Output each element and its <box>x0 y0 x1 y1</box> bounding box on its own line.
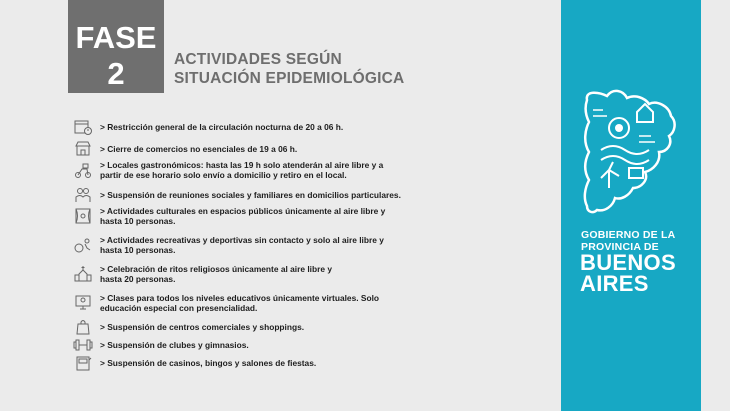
list-item <box>72 186 482 204</box>
list-item <box>72 264 482 284</box>
church-icon <box>72 265 94 283</box>
province-name-line1: BUENOS <box>580 250 676 275</box>
province-name <box>580 252 676 294</box>
phase-badge <box>68 0 164 93</box>
item-text: > Cierre de comercios no esenciales de 19 a 06 h. <box>100 144 298 154</box>
group-icon <box>72 186 94 204</box>
store-icon <box>72 140 94 158</box>
item-text: > Suspensión de centros comerciales y shoppings. <box>100 322 305 332</box>
calendar-clock-icon <box>72 118 94 136</box>
right-margin <box>701 0 730 411</box>
item-text: > Actividades recreativas y deportivas sin contacto y solo al aire libre y <box>100 235 384 245</box>
item-text: > Suspensión de casinos, bingos y salones de fiestas. <box>100 358 317 368</box>
page-title-line2: SITUACIÓN EPIDEMIOLÓGICA <box>174 70 405 87</box>
government-line2: PROVINCIA DE <box>581 241 659 253</box>
dumbbell-icon <box>72 336 94 354</box>
list-item <box>72 160 482 180</box>
item-text: > Actividades culturales en espacios públicos únicamente al aire libre y <box>100 206 386 216</box>
list-item <box>72 206 482 226</box>
item-text-continued: educación especial con presencialidad. <box>100 303 258 313</box>
shopping-bag-icon <box>72 318 94 336</box>
list-item <box>72 235 482 255</box>
item-text-continued: hasta 10 personas. <box>100 245 176 255</box>
page-title <box>174 50 404 88</box>
list-item <box>72 118 482 136</box>
page-title-line1: ACTIVIDADES SEGÚN <box>174 51 342 68</box>
phase-number: 2 <box>107 56 125 91</box>
item-text: > Clases para todos los niveles educativos únicamente virtuales. Solo <box>100 293 380 303</box>
item-text: > Suspensión de reuniones sociales y familiares en domicilios particulares. <box>100 190 401 200</box>
list-item <box>72 318 482 336</box>
item-text: > Locales gastronómicos: hasta las 19 h solo atenderán al aire libre y a <box>100 160 384 170</box>
delivery-icon <box>72 161 94 179</box>
government-panel <box>561 0 701 411</box>
list-item <box>72 336 482 354</box>
item-text: > Suspensión de clubes y gimnasios. <box>100 340 249 350</box>
item-text: > Restricción general de la circulación nocturna de 20 a 06 h. <box>100 122 344 132</box>
virtual-class-icon <box>72 294 94 312</box>
province-name-line2: AIRES <box>580 271 649 296</box>
casino-icon <box>72 354 94 372</box>
item-text-continued: hasta 10 personas. <box>100 216 176 226</box>
sports-icon <box>72 236 94 254</box>
item-text-continued: hasta 20 personas. <box>100 274 176 284</box>
government-line1: GOBIERNO DE LA <box>581 229 676 241</box>
list-item <box>72 293 482 313</box>
list-item <box>72 140 482 158</box>
item-text-continued: partir de ese horario solo envío a domicilio y retiro en el local. <box>100 170 347 180</box>
theater-icon <box>72 207 94 225</box>
item-text: > Celebración de ritos religiosos únicamente al aire libre y <box>100 264 333 274</box>
province-map-logo <box>579 80 687 220</box>
phase-word: FASE <box>75 20 157 55</box>
list-item <box>72 354 482 372</box>
